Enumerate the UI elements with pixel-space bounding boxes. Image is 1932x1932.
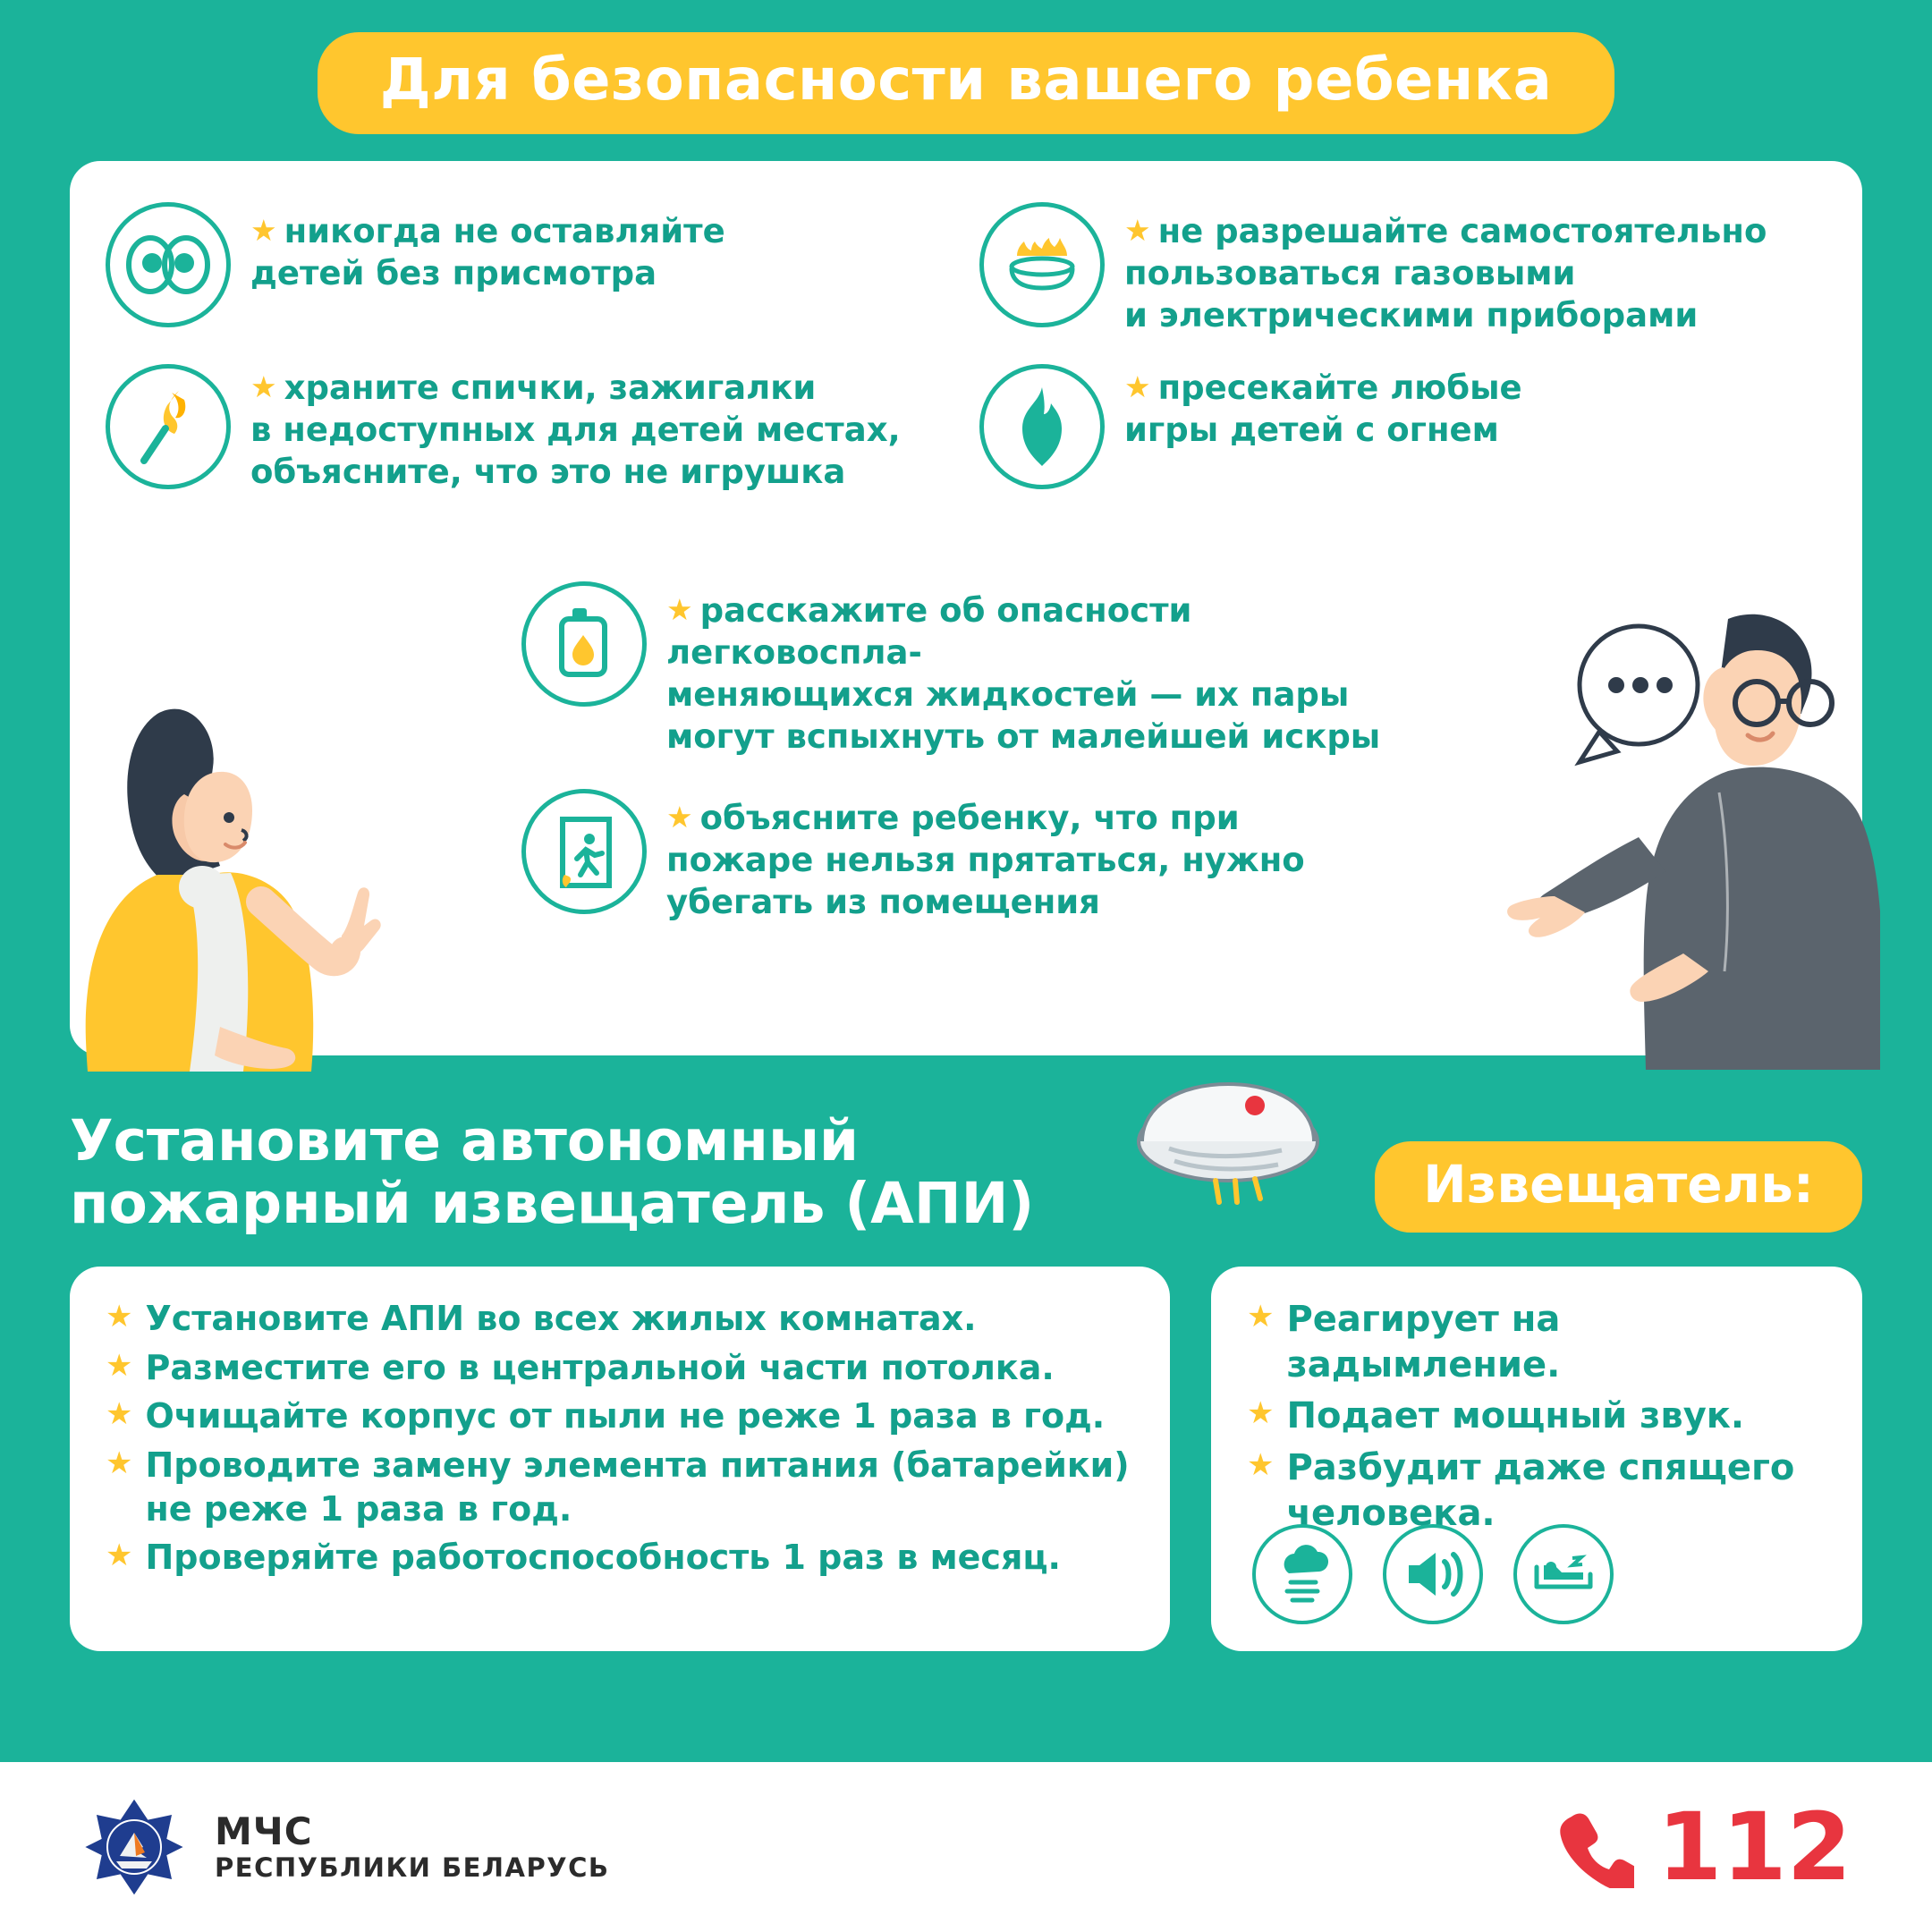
star-icon: ★ [106,1396,133,1433]
tips-card [70,161,1862,1055]
brand-text [215,1810,609,1884]
sleeping-person-icon [1513,1524,1614,1624]
list-item: ★ Установите АПИ во всех жилых комнатах. [106,1299,977,1338]
tip-text: ★ храните спички, зажигалки в недоступных для детей местах, объясните, что это не игрушка [250,368,901,491]
flame-icon [979,364,1105,489]
match-icon [106,364,231,489]
api-rules-card [70,1267,1170,1651]
list-item: ★ Разместите его в центральной части потолка. [106,1347,1055,1387]
mchs-logo [80,1793,188,1901]
list-item: ★ Очищайте корпус от пыли не реже 1 раза в год. [106,1396,1106,1436]
tip-store-matches [106,364,953,494]
woman-illustration [50,606,551,1072]
star-icon: ★ [1247,1299,1275,1335]
phone-handset-icon [1552,1806,1634,1888]
center-tips [521,581,1416,924]
list-item: ★ Проводите замену элемента питания (батарейки) не реже 1 раза в год. [106,1445,1130,1529]
star-icon: ★ [1124,213,1151,248]
tip-escape-fire [521,789,1416,924]
detector-features-card [1211,1267,1862,1651]
list-item: ★ Реагирует на задымление. [1247,1299,1561,1386]
brand [80,1793,609,1901]
smoke-icon [1252,1524,1352,1624]
api-heading: Установите автономный пожарный извещатель (АПИ) [70,1107,1035,1237]
star-icon: ★ [666,799,693,835]
star-icon: ★ [106,1299,133,1335]
tip-text: ★ пресекайте любые игры детей с огнем [1124,368,1522,449]
star-icon: ★ [250,369,277,404]
star-icon: ★ [106,1347,133,1384]
tips-grid [106,202,1826,494]
star-icon: ★ [106,1538,133,1574]
tip-no-fire-games [979,364,1826,494]
eyes-icon [106,202,231,327]
emergency-phone [1552,1792,1852,1902]
smoke-detector-icon [1130,1055,1326,1216]
star-icon: ★ [1124,369,1151,404]
star-icon: ★ [1247,1395,1275,1432]
star-icon: ★ [1247,1446,1275,1483]
tip-flammable-liquids [521,581,1416,758]
footer [0,1762,1932,1932]
loudspeaker-icon [1383,1524,1483,1624]
tip-no-unattended-children [106,202,953,337]
brand-line-2: РЕСПУБЛИКИ БЕЛАРУСЬ [215,1852,610,1884]
bottom-cards [70,1267,1862,1651]
brand-line-1: МЧС [215,1809,313,1854]
phone-number: 112 [1657,1792,1852,1902]
detector-pill-label: Извещатель: [1375,1141,1862,1233]
page-title: Для безопасности вашего ребенка [318,32,1615,134]
tip-no-appliances [979,202,1826,337]
tip-text: ★ объясните ребенку, что при пожаре нельзя прятаться, нужно убегать из помещения [666,798,1305,921]
tip-text: ★ расскажите об опасности легковоспла- меняющихся жидкостей — их пары могут вспыхнуть от малейшей искры [666,591,1381,756]
star-icon: ★ [250,213,277,248]
api-section-header [70,1075,1862,1245]
tip-text: ★ никогда не оставляйте детей без присмотра [250,212,725,292]
gas-stove-icon [979,202,1105,327]
tip-text: ★ не разрешайте самостоятельно пользоваться газовыми и электрическими приборами [1124,212,1767,335]
header [0,0,1932,134]
list-item: ★ Проверяйте работоспособность 1 раз в месяц. [106,1538,1061,1578]
list-item: ★ Разбудит даже спящего человека. [1247,1446,1795,1534]
man-illustration [1343,569,1880,1070]
feature-icons [1252,1524,1614,1624]
star-icon: ★ [106,1445,133,1481]
star-icon: ★ [666,592,693,627]
list-item: ★ Подает мощный звук. [1247,1395,1745,1437]
